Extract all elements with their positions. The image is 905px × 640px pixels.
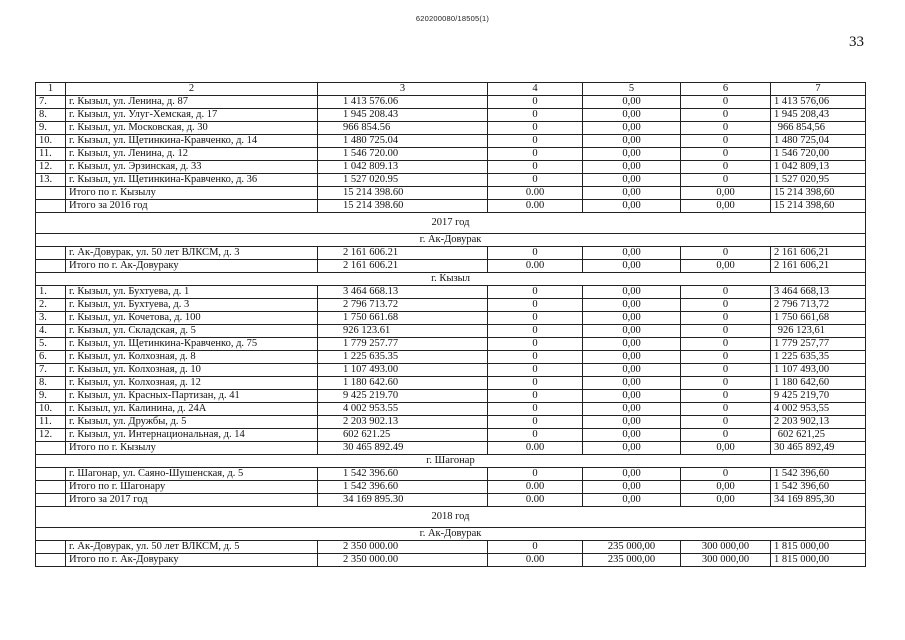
table-row [36, 299, 866, 312]
year-heading: 2018 год [36, 507, 866, 528]
table-cell: 0 [488, 416, 583, 429]
header-cell: 7 [771, 83, 866, 96]
table-cell: 0,00 [583, 494, 681, 507]
header-cell: 3 [318, 83, 488, 96]
table-cell [36, 554, 66, 567]
table-cell: 0,00 [583, 364, 681, 377]
table-row [36, 200, 866, 213]
table-row [36, 429, 866, 442]
table-cell: 1 945 208.43 [318, 109, 488, 122]
table-cell: Итого по г. Ак-Довураку [66, 554, 318, 567]
table-cell: 0 [488, 109, 583, 122]
table-cell: 8. [36, 377, 66, 390]
table-cell: г. Кызыл, ул. Эрзинская, д. 33 [66, 161, 318, 174]
table-cell: 1 107 493,00 [771, 364, 866, 377]
table-cell: 0 [681, 122, 771, 135]
table-cell: 1 546 720,00 [771, 148, 866, 161]
table-cell [36, 200, 66, 213]
header-cell: 2 [66, 83, 318, 96]
table-row [36, 338, 866, 351]
table-cell: 15 214 398,60 [771, 187, 866, 200]
table-cell: г. Кызыл, ул. Колхозная, д. 10 [66, 364, 318, 377]
table-cell: г. Кызыл, ул. Бухтуева, д. 3 [66, 299, 318, 312]
table-cell: 2. [36, 299, 66, 312]
table-cell: 0 [488, 429, 583, 442]
table-cell: 300 000,00 [681, 541, 771, 554]
table-cell: 0 [681, 299, 771, 312]
table-cell: 15 214 398.60 [318, 187, 488, 200]
table-row [36, 554, 866, 567]
table-cell: 3 464 668,13 [771, 286, 866, 299]
table-cell: г. Кызыл, ул. Ленина, д. 12 [66, 148, 318, 161]
table-row [36, 364, 866, 377]
table-cell: 0 [681, 148, 771, 161]
table-cell: 926 123,61 [771, 325, 866, 338]
table-cell: 2 161 606.21 [318, 260, 488, 273]
table-cell: 0 [488, 161, 583, 174]
table-cell: г. Кызыл, ул. Красных-Партизан, д. 41 [66, 390, 318, 403]
table-cell: 4. [36, 325, 66, 338]
table-cell: 1 779 257.77 [318, 338, 488, 351]
table-cell [36, 442, 66, 455]
table-cell: 0.00 [488, 200, 583, 213]
table-cell: 0 [488, 325, 583, 338]
table-cell: 1 945 208,43 [771, 109, 866, 122]
table-cell: г. Кызыл, ул. Калинина, д. 24А [66, 403, 318, 416]
table-cell: 34 169 895,30 [771, 494, 866, 507]
table-cell: 9. [36, 122, 66, 135]
table-cell: 1. [36, 286, 66, 299]
table-cell: 2 350 000.00 [318, 554, 488, 567]
table-row [36, 135, 866, 148]
table-cell: 0,00 [583, 247, 681, 260]
table-cell: 15 214 398,60 [771, 200, 866, 213]
table-row [36, 390, 866, 403]
table-cell: 0 [681, 377, 771, 390]
table-cell: 1 042 809,13 [771, 161, 866, 174]
year-heading: 2017 год [36, 213, 866, 234]
city-heading: г. Шагонар [36, 455, 866, 468]
table-cell: 1 042 809.13 [318, 161, 488, 174]
table-cell: 0,00 [583, 286, 681, 299]
table-cell: 2 161 606.21 [318, 247, 488, 260]
table-cell: г. Кызыл, ул. Складская, д. 5 [66, 325, 318, 338]
table-cell: 1 542 396.60 [318, 468, 488, 481]
table-row [36, 481, 866, 494]
table-cell: 1 542 396.60 [318, 481, 488, 494]
table-cell: 1 480 725,04 [771, 135, 866, 148]
table-cell: 0.00 [488, 442, 583, 455]
table-cell: Итого по г. Кызылу [66, 442, 318, 455]
table-cell: 0 [488, 122, 583, 135]
table-cell: 1 107 493.00 [318, 364, 488, 377]
table-cell: 9 425 219.70 [318, 390, 488, 403]
table-row [36, 312, 866, 325]
table-cell: 300 000,00 [681, 554, 771, 567]
table-cell: Итого за 2017 год [66, 494, 318, 507]
year-heading-row [36, 213, 866, 234]
table-cell: 0 [488, 541, 583, 554]
table-cell: 0 [488, 338, 583, 351]
table-cell: 0 [681, 351, 771, 364]
table-cell: 0 [681, 247, 771, 260]
table-cell: 0.00 [488, 187, 583, 200]
table-cell: г. Кызыл, ул. Кочетова, д. 100 [66, 312, 318, 325]
table-cell: г. Кызыл, ул. Ленина, д. 87 [66, 96, 318, 109]
table-row [36, 247, 866, 260]
table-cell: 0 [681, 338, 771, 351]
table-cell: 0 [488, 390, 583, 403]
table-cell: 15 214 398.60 [318, 200, 488, 213]
table-cell: 13. [36, 174, 66, 187]
table-cell: 0,00 [681, 494, 771, 507]
page-number: 33 [849, 34, 864, 50]
table-cell: 1 750 661.68 [318, 312, 488, 325]
table-row [36, 96, 866, 109]
table-row [36, 161, 866, 174]
table-cell: 1 542 396,60 [771, 481, 866, 494]
table-cell: 8. [36, 109, 66, 122]
header-cell: 4 [488, 83, 583, 96]
table-row [36, 187, 866, 200]
table-cell: 0.00 [488, 554, 583, 567]
table-cell: 0 [681, 390, 771, 403]
table-cell: 1 527 020,95 [771, 174, 866, 187]
table-cell: 0,00 [583, 174, 681, 187]
table-cell: г. Кызыл, ул. Щетинкина-Кравченко, д. 36 [66, 174, 318, 187]
data-table [35, 82, 866, 567]
table-cell: 5. [36, 338, 66, 351]
table-cell: 0 [488, 286, 583, 299]
table-cell: 0,00 [583, 260, 681, 273]
table-cell: г. Кызыл, ул. Московская, д. 30 [66, 122, 318, 135]
table-cell: 0 [681, 312, 771, 325]
table-cell: 0 [681, 161, 771, 174]
table-cell: 0,00 [681, 260, 771, 273]
table-cell: г. Шагонар, ул. Саяно-Шушенская, д. 5 [66, 468, 318, 481]
table-cell: 12. [36, 429, 66, 442]
table-cell: 0,00 [583, 429, 681, 442]
table-cell: 3. [36, 312, 66, 325]
table-cell: Итого по г. Кызылу [66, 187, 318, 200]
table-cell: 0,00 [681, 442, 771, 455]
header-cell: 1 [36, 83, 66, 96]
table-cell: 2 161 606,21 [771, 247, 866, 260]
table-cell: 2 796 713.72 [318, 299, 488, 312]
table-cell: 966 854,56 [771, 122, 866, 135]
table-cell: 1 546 720.00 [318, 148, 488, 161]
table-cell: 0 [681, 429, 771, 442]
table-cell: 0 [681, 174, 771, 187]
table-cell: 0 [681, 364, 771, 377]
table-cell: 7. [36, 364, 66, 377]
table-cell: 0 [681, 403, 771, 416]
table-cell: г. Кызыл, ул. Дружбы, д. 5 [66, 416, 318, 429]
table-cell: Итого по г. Шагонару [66, 481, 318, 494]
table-cell: 1 413 576,06 [771, 96, 866, 109]
table-row [36, 494, 866, 507]
table-row [36, 468, 866, 481]
table-cell: 0,00 [583, 481, 681, 494]
table-cell: 0 [488, 148, 583, 161]
table-row [36, 403, 866, 416]
table-cell: 0 [488, 312, 583, 325]
table-cell: 10. [36, 403, 66, 416]
table-cell: 0 [488, 364, 583, 377]
header-cell: 5 [583, 83, 681, 96]
table-cell: 0 [488, 135, 583, 148]
table-cell: 0,00 [681, 481, 771, 494]
table-cell: 0,00 [681, 200, 771, 213]
table-row [36, 109, 866, 122]
table-cell: г. Кызыл, ул. Щетинкина-Кравченко, д. 75 [66, 338, 318, 351]
table-cell: 235 000,00 [583, 554, 681, 567]
table-cell: 30 465 892.49 [318, 442, 488, 455]
section-heading-row [36, 455, 866, 468]
table-cell: 0 [488, 247, 583, 260]
table-header-row [36, 83, 866, 96]
table-cell: 1 480 725.04 [318, 135, 488, 148]
table-cell: 2 203 902,13 [771, 416, 866, 429]
table-cell: 0.00 [488, 494, 583, 507]
section-heading-row [36, 234, 866, 247]
table-row [36, 174, 866, 187]
table-cell: 1 750 661,68 [771, 312, 866, 325]
table-cell: 0,00 [583, 442, 681, 455]
city-heading: г. Ак-Довурак [36, 234, 866, 247]
table-cell: 0,00 [583, 325, 681, 338]
table-cell: г. Кызыл, ул. Колхозная, д. 8 [66, 351, 318, 364]
table-cell: 0,00 [583, 122, 681, 135]
table-cell [36, 541, 66, 554]
table-cell: 0,00 [583, 351, 681, 364]
table-cell: 7. [36, 96, 66, 109]
table-row [36, 260, 866, 273]
table-cell: 0,00 [583, 403, 681, 416]
table-cell: 0,00 [583, 377, 681, 390]
table-row [36, 122, 866, 135]
table-cell: 0 [488, 174, 583, 187]
table-cell: г. Кызыл, ул. Интернациональная, д. 14 [66, 429, 318, 442]
table-cell [36, 260, 66, 273]
document-code: 620200080/18505(1) [415, 14, 490, 23]
table-cell: 11. [36, 416, 66, 429]
table-cell: 1 180 642.60 [318, 377, 488, 390]
table-cell: 9 425 219,70 [771, 390, 866, 403]
table-cell: 0,00 [583, 390, 681, 403]
year-heading-row [36, 507, 866, 528]
table-cell: 12. [36, 161, 66, 174]
table-cell: г. Кызыл, ул. Бухтуева, д. 1 [66, 286, 318, 299]
city-heading: г. Кызыл [36, 273, 866, 286]
table-cell: 1 815 000,00 [771, 554, 866, 567]
table-cell: 235 000,00 [583, 541, 681, 554]
table-cell: 0.00 [488, 481, 583, 494]
table-cell: 0,00 [583, 109, 681, 122]
table-cell: 0 [488, 377, 583, 390]
table-cell: 0 [681, 468, 771, 481]
table-cell [36, 494, 66, 507]
table-cell: 0 [681, 416, 771, 429]
table-cell: г. Ак-Довурак, ул. 50 лет ВЛКСМ, д. 5 [66, 541, 318, 554]
table-row [36, 442, 866, 455]
table-cell: 966 854.56 [318, 122, 488, 135]
table-cell: 0 [681, 109, 771, 122]
table-row [36, 416, 866, 429]
table-cell: 0,00 [583, 468, 681, 481]
table-cell: 2 796 713,72 [771, 299, 866, 312]
table-cell: 0,00 [583, 187, 681, 200]
table-cell: 30 465 892,49 [771, 442, 866, 455]
table-cell: 0,00 [583, 96, 681, 109]
table-cell: 2 350 000.00 [318, 541, 488, 554]
table-cell: 0 [488, 96, 583, 109]
table-cell: 602 621,25 [771, 429, 866, 442]
table-cell: 0,00 [583, 338, 681, 351]
table-cell: 1 542 396,60 [771, 468, 866, 481]
table-cell: 9. [36, 390, 66, 403]
table-cell: 1 527 020.95 [318, 174, 488, 187]
table-row [36, 377, 866, 390]
city-heading: г. Ак-Довурак [36, 528, 866, 541]
table-row [36, 351, 866, 364]
table-row [36, 541, 866, 554]
table-cell: 0,00 [681, 187, 771, 200]
table-cell: г. Ак-Довурак, ул. 50 лет ВЛКСМ, д. 3 [66, 247, 318, 260]
table-cell: 0,00 [583, 200, 681, 213]
table-cell: 34 169 895.30 [318, 494, 488, 507]
table-cell [36, 187, 66, 200]
table-cell: 6. [36, 351, 66, 364]
table-cell: 1 815 000,00 [771, 541, 866, 554]
table-cell: 4 002 953.55 [318, 403, 488, 416]
table-cell: 1 225 635.35 [318, 351, 488, 364]
table-cell: 602 621.25 [318, 429, 488, 442]
table-cell: 0 [488, 403, 583, 416]
table-cell: 0,00 [583, 148, 681, 161]
table-cell: 1 225 635,35 [771, 351, 866, 364]
table-cell: 0 [681, 286, 771, 299]
table-cell: 1 779 257,77 [771, 338, 866, 351]
table-row [36, 325, 866, 338]
table-cell [36, 468, 66, 481]
table-cell: 2 203 902.13 [318, 416, 488, 429]
table-cell: 0 [681, 135, 771, 148]
table-cell: 0 [488, 468, 583, 481]
table-cell: 0 [681, 96, 771, 109]
table-cell: 11. [36, 148, 66, 161]
table-cell: 3 464 668.13 [318, 286, 488, 299]
table-cell: 0 [488, 351, 583, 364]
table-cell: 0,00 [583, 135, 681, 148]
table-cell: 0,00 [583, 312, 681, 325]
header-cell: 6 [681, 83, 771, 96]
section-heading-row [36, 273, 866, 286]
table-row [36, 286, 866, 299]
table-cell: 0 [488, 299, 583, 312]
table-cell: 4 002 953,55 [771, 403, 866, 416]
table-cell: 0.00 [488, 260, 583, 273]
table-cell: 2 161 606,21 [771, 260, 866, 273]
table-cell: 10. [36, 135, 66, 148]
table-cell: г. Кызыл, ул. Щетинкина-Кравченко, д. 14 [66, 135, 318, 148]
table-cell [36, 247, 66, 260]
table-cell: 0,00 [583, 299, 681, 312]
table-cell: 0,00 [583, 416, 681, 429]
section-heading-row [36, 528, 866, 541]
table-row [36, 148, 866, 161]
table-cell: 0,00 [583, 161, 681, 174]
table-cell [36, 481, 66, 494]
table-cell: 1 413 576.06 [318, 96, 488, 109]
table-cell: 0 [681, 325, 771, 338]
table-cell: 926 123.61 [318, 325, 488, 338]
table-cell: Итого за 2016 год [66, 200, 318, 213]
table-cell: г. Кызыл, ул. Улуг-Хемская, д. 17 [66, 109, 318, 122]
table-cell: Итого по г. Ак-Довураку [66, 260, 318, 273]
table-cell: г. Кызыл, ул. Колхозная, д. 12 [66, 377, 318, 390]
table-cell: 1 180 642,60 [771, 377, 866, 390]
